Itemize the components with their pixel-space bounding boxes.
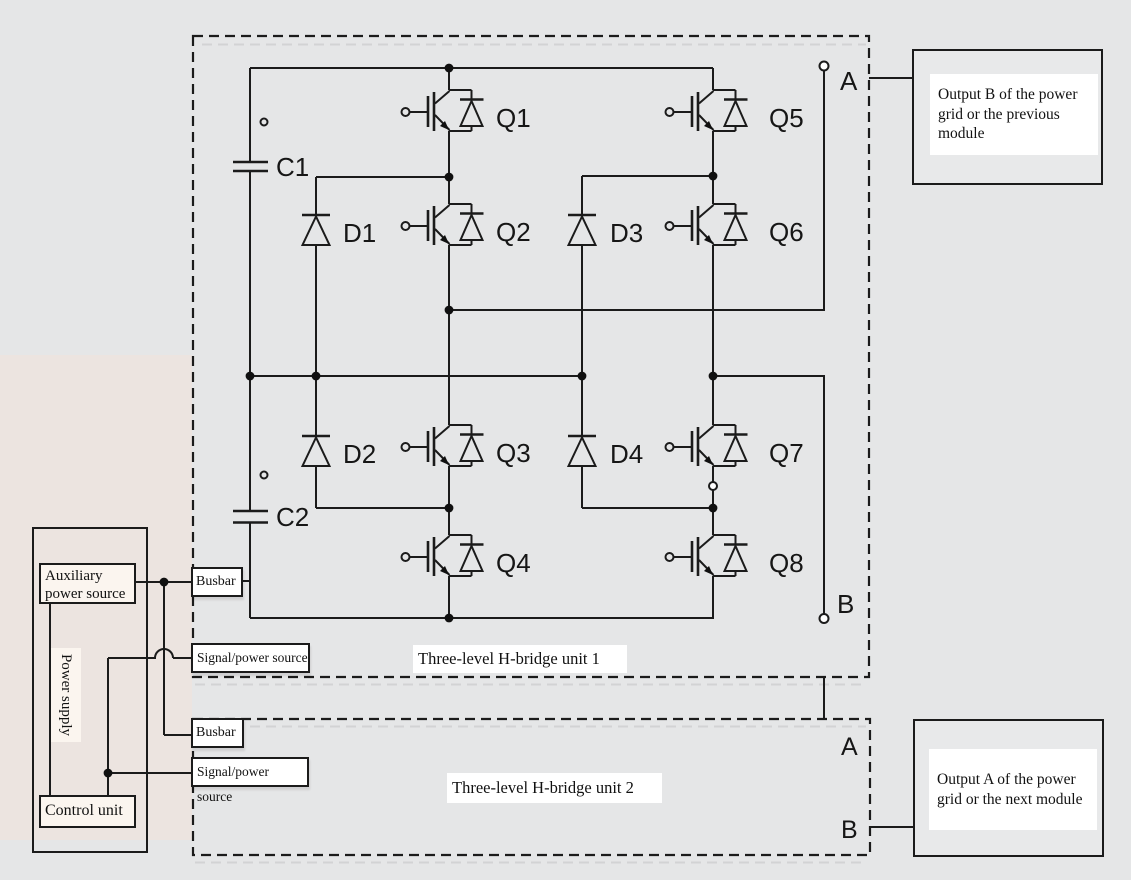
unit1-terminal-a-label: A — [840, 66, 858, 96]
igbt-q4 — [402, 535, 484, 576]
control-unit-label: Control unit — [45, 802, 123, 819]
auxiliary-power-source-box — [39, 563, 136, 604]
igbt-q1 — [402, 90, 484, 131]
igbt-q8 — [666, 535, 748, 576]
unit1-title: Three-level H-bridge unit 1 — [413, 645, 627, 673]
control-unit-box — [39, 795, 136, 828]
unit1-signal-power-source-tag: Signal/power source — [191, 643, 310, 673]
label-q8: Q8 — [769, 548, 804, 578]
label-d1: D1 — [343, 218, 377, 248]
label-q4: Q4 — [496, 548, 531, 578]
unit2-busbar-tag: Busbar — [191, 718, 244, 748]
stray-circle-top — [261, 119, 268, 126]
stray-circle-bottom — [261, 472, 268, 479]
diode-d4 — [568, 436, 596, 466]
output-a-box — [913, 719, 1104, 857]
igbt-q6 — [666, 204, 748, 245]
igbt-q5 — [666, 90, 748, 131]
label-q7: Q7 — [769, 438, 804, 468]
label-d2: D2 — [343, 439, 377, 469]
unit2-signal-power-source-tag: Signal/power source — [191, 757, 309, 787]
igbt-q2 — [402, 204, 484, 245]
terminal-a-circle — [820, 62, 829, 71]
label-d4: D4 — [610, 439, 644, 469]
terminal-b-circle — [820, 614, 829, 623]
label-q3: Q3 — [496, 438, 531, 468]
unit2-title: Three-level H-bridge unit 2 — [447, 773, 662, 803]
unit2-terminal-a-label: A — [841, 733, 858, 761]
unit1-terminal-b-label: B — [837, 589, 855, 619]
label-d3: D3 — [610, 218, 644, 248]
auxiliary-power-source-label: Auxiliary power source — [45, 568, 126, 602]
unit2-wiring — [824, 677, 913, 827]
power-supply-label: Power supply — [51, 648, 81, 742]
stray-circle-q7 — [709, 482, 717, 490]
unit2-terminal-b-label: B — [841, 816, 858, 844]
diode-d1 — [302, 215, 330, 245]
label-c1: C1 — [276, 152, 310, 182]
label-q5: Q5 — [769, 103, 804, 133]
diode-d3 — [568, 215, 596, 245]
igbt-q7 — [666, 425, 748, 466]
output-a-text: Output A of the power grid or the next module — [929, 749, 1097, 830]
unit1-busbar-tag: Busbar — [191, 567, 243, 597]
output-b-box — [912, 49, 1103, 185]
label-c2: C2 — [276, 502, 310, 532]
label-q1: Q1 — [496, 103, 531, 133]
unit1-dashed-border — [193, 36, 869, 677]
igbt-q3 — [402, 425, 484, 466]
unit1-wiring — [233, 68, 912, 618]
label-q6: Q6 — [769, 217, 804, 247]
output-b-text: Output B of the power grid or the previous module — [930, 74, 1098, 155]
label-q2: Q2 — [496, 217, 531, 247]
diode-d2 — [302, 436, 330, 466]
